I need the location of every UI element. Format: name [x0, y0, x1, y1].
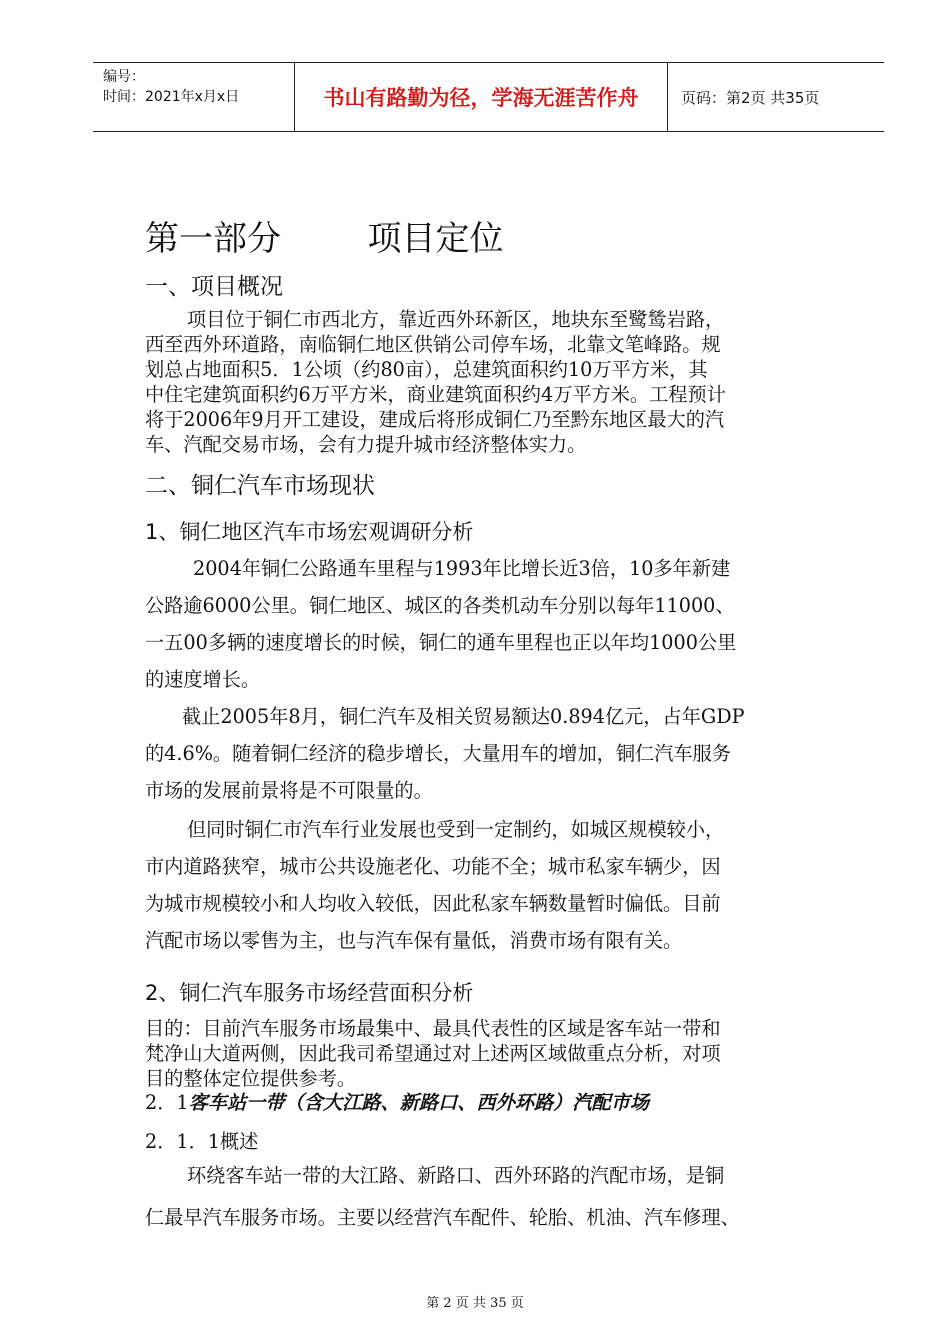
paragraph-line: 项目位于铜仁市西北方，靠近西外环新区，地块东至鹭鸶岩路， — [187, 308, 725, 331]
paragraph-line: 为城市规模较小和人均收入较低，因此私家车辆数量暂时偏低。目前 — [145, 892, 721, 915]
paragraph-line: 2004年铜仁公路通车里程与1993年比增长近3倍，10多年新建 — [193, 557, 731, 580]
paragraph-line: 目的：目前汽车服务市场最集中、最具代表性的区域是客车站一带和 — [145, 1017, 721, 1040]
paragraph-line: 车、汽配交易市场，会有力提升城市经济整体实力。 — [145, 433, 587, 456]
header-meta — [103, 67, 239, 107]
paragraph-line: 仁最早汽车服务市场。主要以经营汽车配件、轮胎、机油、汽车修理、 — [145, 1206, 740, 1229]
subsubsection-heading: 2．1．1概述 — [145, 1130, 259, 1153]
paragraph-line: 公路逾6000公里。铜仁地区、城区的各类机动车分别以每年11000、 — [145, 594, 735, 617]
paragraph-line: 将于2006年9月开工建设，建成后将形成铜仁乃至黔东地区最大的汽 — [145, 408, 725, 431]
subsubsection-title: 客车站一带（含大江路、新路口、西外环路）汽配市场 — [188, 1091, 650, 1114]
paragraph-line: 市内道路狭窄，城市公共设施老化、功能不全；城市私家车辆少，因 — [145, 855, 721, 878]
header-divider — [667, 63, 668, 131]
paragraph-line: 西至西外环道路，南临铜仁地区供销公司停车场，北靠文笔峰路。规 — [145, 333, 721, 356]
page-header — [93, 62, 884, 132]
paragraph-line: 划总占地面积5．1公顷（约80亩），总建筑面积约10万平方米，其 — [145, 358, 708, 381]
paragraph-line: 市场的发展前景将是不可限量的。 — [145, 779, 433, 802]
paragraph-line: 截止2005年8月，铜仁汽车及相关贸易额达0.894亿元，占年GDP — [182, 705, 745, 728]
paragraph-line: 环绕客车站一带的大江路、新路口、西外环路的汽配市场，是铜 — [187, 1164, 725, 1187]
subsubsection-heading — [145, 1090, 649, 1115]
subsection-heading: 2、铜仁汽车服务市场经营面积分析 — [145, 981, 474, 1005]
paragraph-line: 的速度增长。 — [145, 668, 261, 691]
paragraph-line: 但同时铜仁市汽车行业发展也受到一定制约，如城区规模较小， — [187, 818, 725, 841]
section-heading: 二、铜仁汽车市场现状 — [145, 473, 375, 499]
subsection-heading: 1、铜仁地区汽车市场宏观调研分析 — [145, 520, 474, 544]
subsubsection-number: 2．1 — [145, 1091, 189, 1114]
header-page-code: 页码：第2页 共35页 — [681, 88, 820, 107]
paragraph-line: 中住宅建筑面积约6万平方米，商业建筑面积约4万平方米。工程预计 — [145, 383, 726, 406]
section-heading: 一、项目概况 — [145, 274, 283, 300]
header-number: 编号： — [103, 69, 145, 85]
paragraph-line: 梵净山大道两侧，因此我司希望通过对上述两区域做重点分析，对项 — [145, 1042, 721, 1065]
paragraph-line: 一五00多辆的速度增长的时候，铜仁的通车里程也正以年均1000公里 — [145, 631, 737, 654]
paragraph-line: 汽配市场以零售为主，也与汽车保有量低，消费市场有限有关。 — [145, 929, 683, 952]
page-footer: 第 2 页 共 35 页 — [426, 1296, 524, 1311]
paragraph-line: 的4.6%。随着铜仁经济的稳步增长，大量用车的增加，铜仁汽车服务 — [145, 742, 731, 765]
paragraph-line: 目的整体定位提供参考。 — [145, 1067, 357, 1090]
header-time: 时间：2021年x月x日 — [103, 89, 240, 105]
page-title: 第一部分 项目定位 — [145, 219, 504, 259]
header-motto: 书山有路勤为径，学海无涯苦作舟 — [323, 86, 639, 110]
